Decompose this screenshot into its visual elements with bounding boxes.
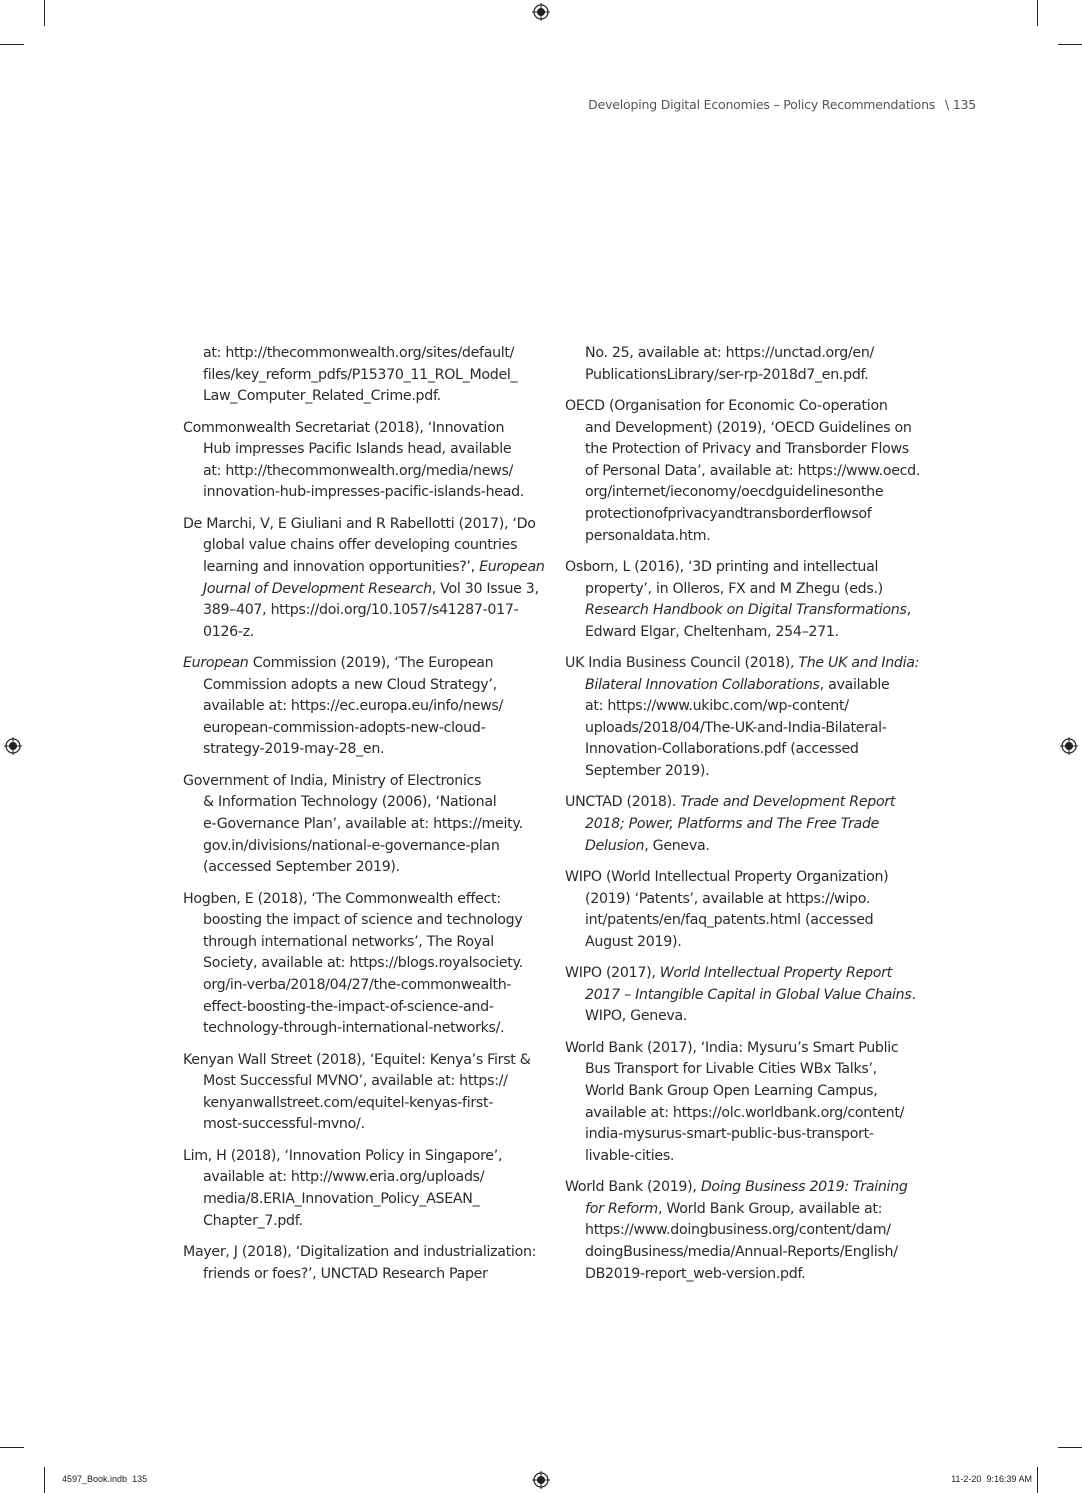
reference-line: Lim, H (2018), ‘Innovation Policy in Singapore’, [183,1147,503,1164]
reference-line: Mayer, J (2018), ‘Digitalization and industrialization: [183,1243,537,1260]
reference-line: Government of India, Ministry of Electronics [183,772,482,789]
reference-line: World Bank (2019), Doing Business 2019: Training [565,1179,908,1196]
reference-line: No. 25, available at: https://unctad.org/en/ [585,345,874,361]
reference-entry [183,771,548,879]
reference-line: Bilateral Innovation Collaborations, available [585,676,890,693]
reference-line: at: http://thecommonwealth.org/media/news/ [203,462,514,479]
reference-line: uploads/2018/04/The-UK-and-India-Bilateral- [585,719,887,736]
reference-line: (2019) ‘Patents’, available at https://wipo. [585,890,871,907]
reference-entry [565,343,927,386]
reference-entry [183,514,548,644]
reference-entry [183,1146,548,1232]
reference-line: Innovation-Collaborations.pdf (accessed [585,741,859,758]
reference-line: gov.in/divisions/national-e-governance-plan [203,837,500,854]
reference-entry [565,963,927,1028]
reference-line: 0126-z. [203,623,255,640]
reference-line: personaldata.htm. [585,527,711,544]
slug-page: 135 [132,1474,148,1484]
crop-mark [0,44,24,45]
reference-line: and Development) (2019), ‘OECD Guidelines on [585,419,912,436]
crop-mark [1058,1447,1082,1448]
slug-file-name: 4597_Book.indb [62,1474,128,1484]
reference-entry [183,418,548,504]
reference-line: innovation-hub-impresses-pacific-islands-head. [203,484,525,501]
reference-line: Edward Elgar, Cheltenham, 254–271. [585,623,839,640]
reference-line: Law_Computer_Related_Crime.pdf. [203,388,441,405]
registration-mark-icon [532,1471,550,1489]
reference-line: & Information Technology (2006), ‘National [203,794,497,811]
slug-timestamp [951,1474,1032,1484]
reference-line: Kenyan Wall Street (2018), ‘Equitel: Kenya’s First & [183,1051,531,1068]
reference-line: e-Governance Plan’, available at: https://meity. [203,816,523,833]
reference-line: kenyanwallstreet.com/equitel-kenyas-first- [203,1094,494,1111]
crop-mark [44,1467,45,1493]
crop-mark [1058,44,1082,45]
reference-line: technology-through-international-networks/. [203,1020,505,1037]
reference-entry [565,1038,927,1168]
reference-entry [565,396,927,547]
reference-line: european-commission-adopts-new-cloud- [203,719,486,736]
reference-line: most-successful-mvno/. [203,1116,365,1133]
reference-line: Society, available at: https://blogs.royalsociety. [203,955,523,972]
reference-line: global value chains offer developing countries [203,537,518,554]
reference-line: Osborn, L (2016), ‘3D printing and intellectual [565,558,879,575]
reference-line: property’, in Olleros, FX and M Zhegu (eds.) [585,580,883,597]
crop-mark [1037,0,1038,26]
reference-line: 2017 – Intangible Capital in Global Value Chains. [585,986,916,1003]
reference-line: protectionofprivacyandtransborderflowsof [585,505,872,522]
reference-line: OECD (Organisation for Economic Co-operation [565,397,888,414]
reference-entry [565,1177,927,1285]
reference-line: friends or foes?’, UNCTAD Research Paper [203,1265,488,1282]
slug-file [62,1474,147,1484]
reference-line: boosting the impact of science and technology [203,912,523,929]
reference-line: 2018; Power, Platforms and The Free Trade [585,816,880,833]
reference-line: at: http://thecommonwealth.org/sites/default/ [203,345,515,361]
reference-line: media/8.ERIA_Innovation_Policy_ASEAN_ [203,1190,480,1207]
reference-line: of Personal Data’, available at: https://www.oecd. [585,462,921,479]
reference-entry [565,557,927,643]
page-number: 135 [952,97,976,112]
reference-entry [183,1050,548,1136]
reference-line: strategy-2019-may-28_en. [203,741,385,758]
reference-line: September 2019). [585,763,710,780]
reference-entry [565,653,927,783]
running-title: Developing Digital Economies – Policy Recommendations [588,97,936,112]
reference-line: int/patents/en/faq_patents.html (accessed [585,912,874,929]
reference-line: livable-cities. [585,1147,675,1164]
reference-entry [565,792,927,857]
reference-line: Commission adopts a new Cloud Strategy’, [203,676,497,693]
reference-line: learning and innovation opportunities?’, European [203,558,545,575]
reference-line: World Bank Group Open Learning Campus, [585,1082,878,1099]
reference-line: Hub impresses Pacific Islands head, available [203,441,512,458]
reference-line: August 2019). [585,933,682,950]
reference-line: Hogben, E (2018), ‘The Commonwealth effect: [183,890,501,907]
slug-time: 9:16:39 AM [986,1474,1032,1484]
crop-mark [1037,1467,1038,1493]
reference-entry [183,343,548,408]
reference-line: PublicationsLibrary/ser-rp-2018d7_en.pdf. [585,366,869,383]
reference-line: WIPO (2017), World Intellectual Property Report [565,965,892,982]
registration-mark-icon [532,3,550,21]
crop-mark [44,0,45,26]
reference-line: india-mysurus-smart-public-bus-transport- [585,1126,874,1143]
reference-line: the Protection of Privacy and Transborder Flows [585,441,909,458]
reference-line: DB2019-report_web-version.pdf. [585,1265,806,1282]
reference-line: Research Handbook on Digital Transformations, [585,602,911,619]
running-header [588,97,976,112]
reference-line: through international networks’, The Royal [203,933,494,950]
reference-line: available at: http://www.eria.org/uploads/ [203,1169,485,1186]
reference-entry [183,1242,548,1285]
reference-line: Most Successful MVNO’, available at: https:// [203,1073,508,1090]
registration-mark-icon [4,737,22,755]
reference-line: doingBusiness/media/Annual-Reports/English/ [585,1243,898,1260]
reference-line: World Bank (2017), ‘India: Mysuru’s Smart Public [565,1039,899,1056]
reference-line: De Marchi, V, E Giuliani and R Rabellotti (2017), ‘Do [183,515,536,532]
header-separator: \ [944,97,949,112]
references-right-column [565,343,927,1295]
reference-line: WIPO, Geneva. [585,1008,688,1025]
reference-line: https://www.doingbusiness.org/content/dam/ [585,1222,891,1239]
reference-line: Chapter_7.pdf. [203,1212,303,1229]
reference-line: Commonwealth Secretariat (2018), ‘Innovation [183,419,505,436]
reference-line: (accessed September 2019). [203,859,400,876]
reference-entry [565,867,927,953]
reference-line: UK India Business Council (2018), The UK and India: [565,655,920,672]
reference-line: at: https://www.ukibc.com/wp-content/ [585,698,849,715]
reference-line: 389–407, https://doi.org/10.1057/s41287-017- [203,602,519,619]
reference-line: effect-boosting-the-impact-of-science-and- [203,998,494,1015]
reference-line: available at: https://ec.europa.eu/info/news/ [203,698,504,715]
crop-mark [0,1447,24,1448]
reference-line: for Reform, World Bank Group, available at: [585,1200,883,1217]
reference-entry [183,889,548,1040]
reference-entry [183,653,548,761]
reference-line: files/key_reform_pdfs/P15370_11_ROL_Model_ [203,366,518,383]
registration-mark-icon [1060,737,1078,755]
slug-date: 11-2-20 [951,1474,982,1484]
reference-line: available at: https://olc.worldbank.org/content/ [585,1104,905,1121]
reference-line: Bus Transport for Livable Cities WBx Talks’, [585,1061,877,1078]
reference-line: Delusion, Geneva. [585,837,710,854]
reference-line: org/in-verba/2018/04/27/the-commonwealth- [203,977,512,994]
reference-line: European Commission (2019), ‘The European [183,655,494,672]
reference-line: UNCTAD (2018). Trade and Development Report [565,794,896,811]
reference-line: WIPO (World Intellectual Property Organization) [565,869,889,886]
references-left-column [183,343,548,1295]
reference-line: Journal of Development Research, Vol 30 Issue 3, [203,580,539,597]
reference-line: org/internet/ieconomy/oecdguidelinesonthe [585,484,884,501]
